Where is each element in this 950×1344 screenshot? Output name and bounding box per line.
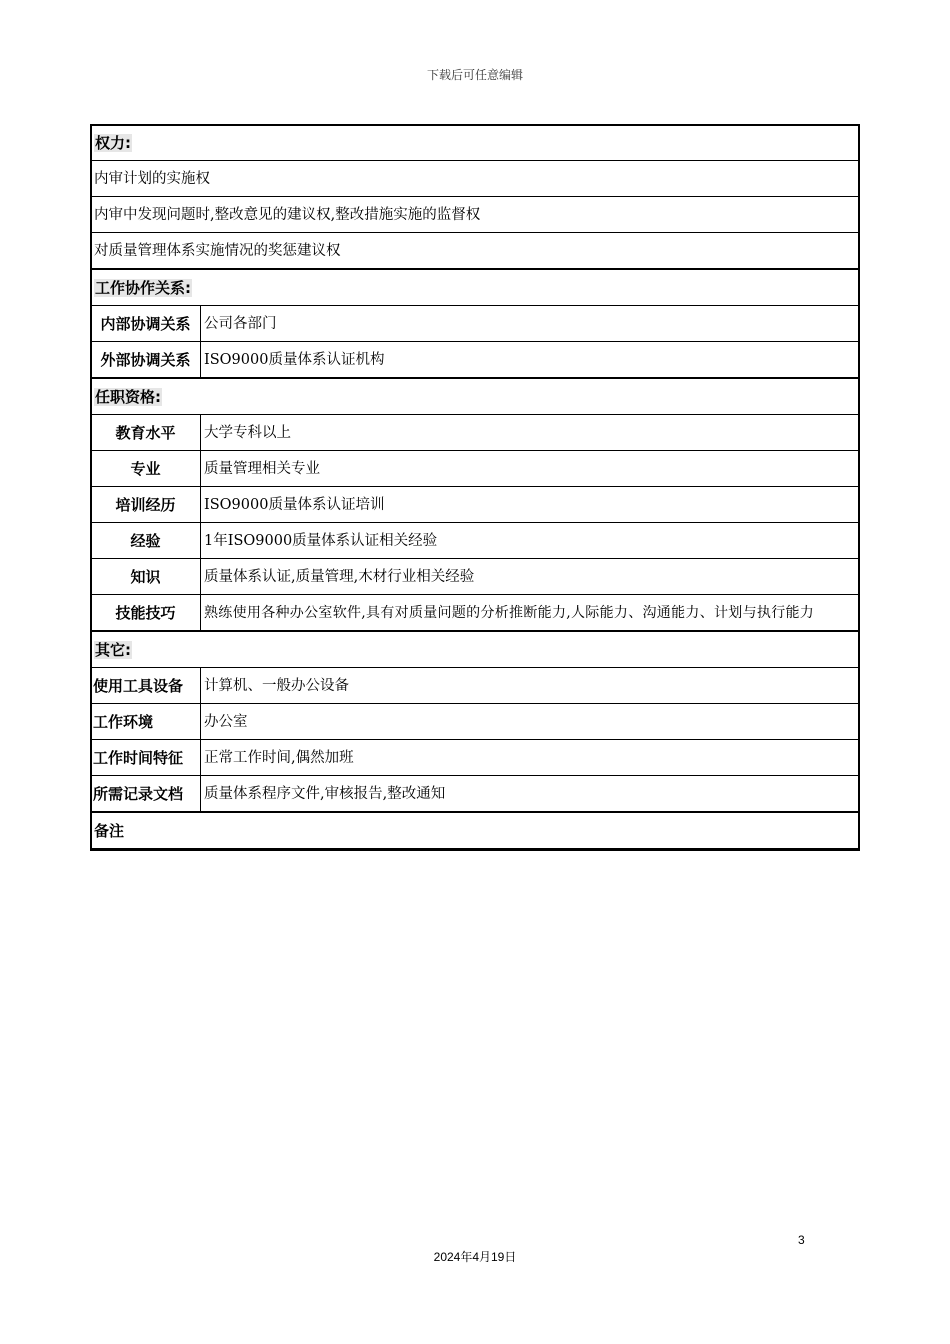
table-row xyxy=(91,487,860,523)
row-value: 公司各部门 xyxy=(201,306,860,342)
authority-item: 对质量管理体系实施情况的奖惩建议权 xyxy=(91,233,860,270)
job-description-table xyxy=(90,124,860,849)
section-title-cooperation: 工作协作关系: xyxy=(91,269,860,306)
row-value: 质量管理相关专业 xyxy=(201,451,860,487)
authority-item: 内审计划的实施权 xyxy=(91,161,860,197)
section-title-authority: 权力: xyxy=(91,125,860,161)
section-row-other xyxy=(91,631,860,668)
row-label: 经验 xyxy=(91,523,201,559)
row-value: 大学专科以上 xyxy=(201,415,860,451)
row-label: 工作时间特征 xyxy=(91,740,201,776)
table-row xyxy=(91,451,860,487)
row-label: 专业 xyxy=(91,451,201,487)
table-row xyxy=(91,776,860,813)
section-row-qualification xyxy=(91,378,860,415)
row-value: 办公室 xyxy=(201,704,860,740)
row-value: ISO9000质量体系认证培训 xyxy=(201,487,860,523)
page-number: 3 xyxy=(798,1233,805,1247)
row-label: 外部协调关系 xyxy=(91,342,201,379)
row-label: 知识 xyxy=(91,559,201,595)
row-label: 技能技巧 xyxy=(91,595,201,632)
row-label: 培训经历 xyxy=(91,487,201,523)
row-value: ISO9000质量体系认证机构 xyxy=(201,342,860,379)
table-row xyxy=(91,523,860,559)
row-label: 内部协调关系 xyxy=(91,306,201,342)
row-value: 计算机、一般办公设备 xyxy=(201,668,860,704)
section-title-other: 其它: xyxy=(91,631,860,668)
table-row xyxy=(91,559,860,595)
table-row xyxy=(91,306,860,342)
section-title-remarks: 备注 xyxy=(91,812,860,849)
row-value: 质量体系认证,质量管理,木材行业相关经验 xyxy=(201,559,860,595)
row-label: 工作环境 xyxy=(91,704,201,740)
row-value: 熟练使用各种办公室软件,具有对质量问题的分析推断能力,人际能力、沟通能力、计划与执行能力 xyxy=(201,595,860,632)
row-label: 所需记录文档 xyxy=(91,776,201,813)
section-row-remarks xyxy=(91,812,860,849)
section-row-authority xyxy=(91,125,860,161)
table-row xyxy=(91,415,860,451)
header-note: 下载后可任意编辑 xyxy=(426,68,523,82)
row-label: 教育水平 xyxy=(91,415,201,451)
row-label: 使用工具设备 xyxy=(91,668,201,704)
authority-item: 内审中发现问题时,整改意见的建议权,整改措施实施的监督权 xyxy=(91,197,860,233)
row-value: 1年ISO9000质量体系认证相关经验 xyxy=(201,523,860,559)
table-row xyxy=(91,740,860,776)
row-value: 质量体系程序文件,审核报告,整改通知 xyxy=(201,776,860,813)
row-value: 正常工作时间,偶然加班 xyxy=(201,740,860,776)
section-row-cooperation xyxy=(91,269,860,306)
footer-date: 2024年4月19日 xyxy=(433,1250,517,1264)
table-row xyxy=(91,342,860,379)
section-title-qualification: 任职资格: xyxy=(91,378,860,415)
table-row xyxy=(91,668,860,704)
table-row xyxy=(91,595,860,632)
table-row xyxy=(91,704,860,740)
